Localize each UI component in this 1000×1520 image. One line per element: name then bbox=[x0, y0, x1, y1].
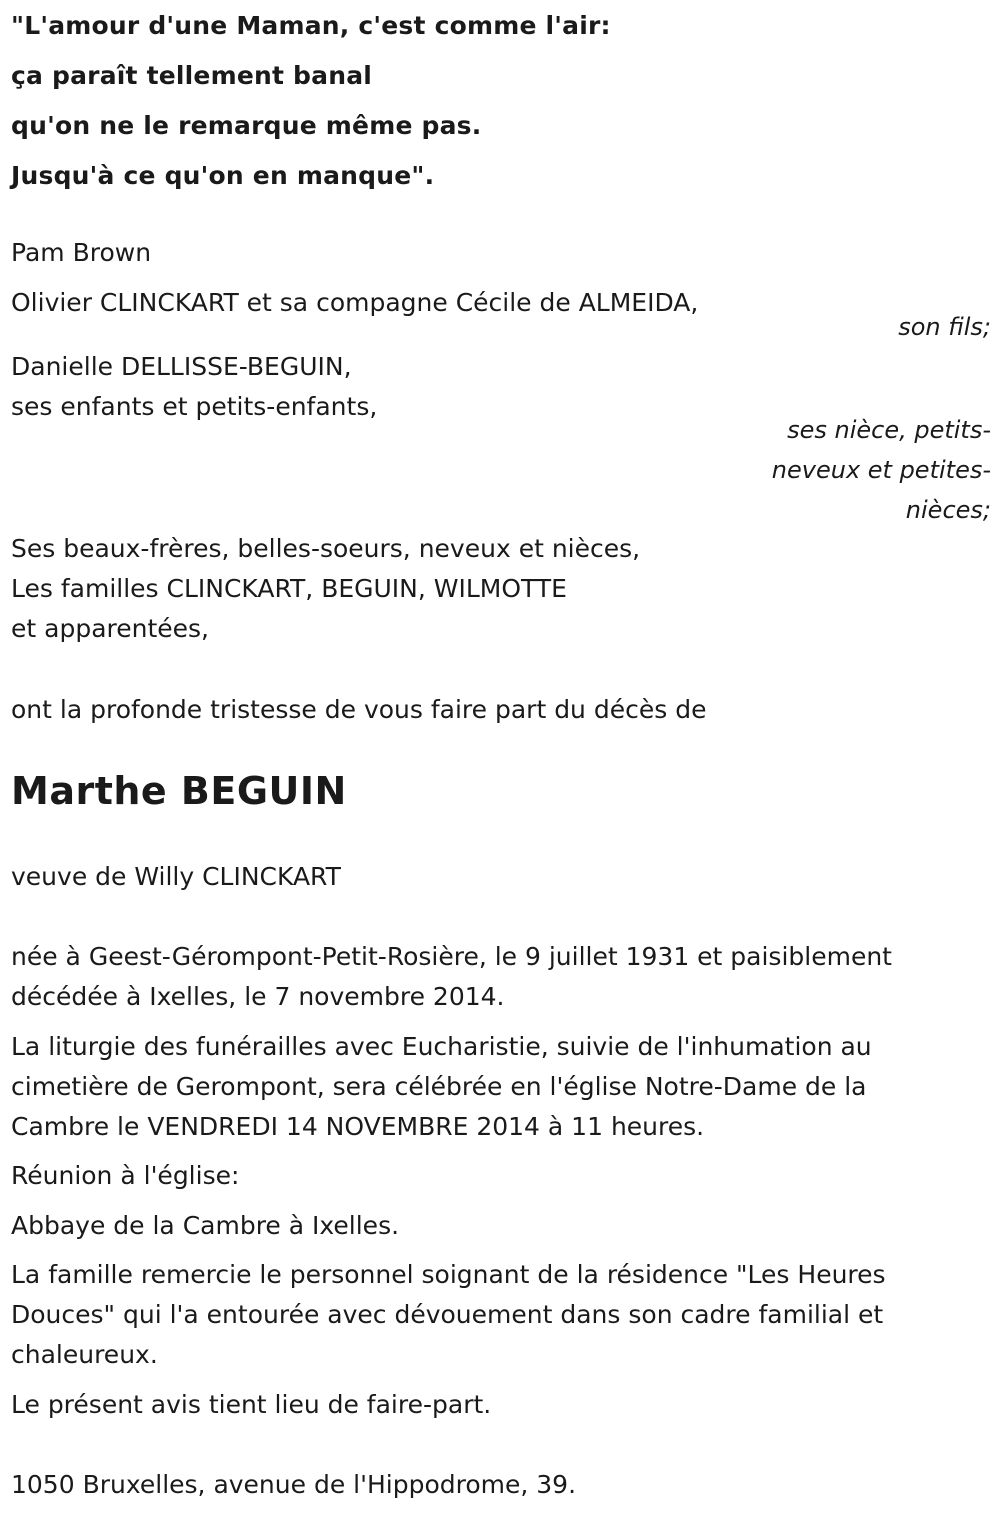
niece-role-line: ses nièce, petits- bbox=[787, 416, 991, 444]
announcement-text: ont la profonde tristesse de vous faire part du décès de bbox=[11, 695, 707, 724]
epigraph-quote bbox=[11, 4, 611, 204]
relatives-line: et apparentées, bbox=[11, 614, 209, 643]
niece-role-line: neveux et petites- bbox=[771, 456, 991, 484]
meeting-label: Réunion à l'église: bbox=[11, 1161, 240, 1190]
meeting-place: Abbaye de la Cambre à Ixelles. bbox=[11, 1211, 400, 1240]
son-line: Olivier CLINCKART et sa compagne Cécile de ALMEIDA, bbox=[11, 288, 699, 317]
thanks-paragraph: La famille remercie le personnel soignant de la résidence "Les Heures Douces" qui l'a entourée avec dévouement dans son cadre familial et chaleureux. bbox=[11, 1260, 886, 1369]
niece-family-line: ses enfants et petits-enfants, bbox=[11, 392, 378, 421]
deceased-name: Marthe BEGUIN bbox=[11, 769, 347, 813]
quote-line: Jusqu'à ce qu'on en manque". bbox=[11, 161, 435, 190]
funeral-paragraph: La liturgie des funérailles avec Eucharistie, suivie de l'inhumation au cimetière de Gerompont, sera célébrée en l'église Notre-Dame de la Cambre le VENDREDI 14 NOVEMBRE 2014 à 11 heures. bbox=[11, 1032, 872, 1141]
son-role: son fils; bbox=[898, 313, 991, 341]
in-laws-line: Ses beaux-frères, belles-soeurs, neveux et nièces, bbox=[11, 534, 641, 563]
widow-of-text: veuve de Willy CLINCKART bbox=[11, 862, 341, 891]
quote-line: "L'amour d'une Maman, c'est comme l'air: bbox=[11, 11, 611, 40]
families-line: Les familles CLINCKART, BEGUIN, WILMOTTE bbox=[11, 574, 567, 603]
quote-line: qu'on ne le remarque même pas. bbox=[11, 111, 482, 140]
niece-line: Danielle DELLISSE-BEGUIN, bbox=[11, 352, 352, 381]
quote-line: ça paraît tellement banal bbox=[11, 61, 373, 90]
notice-text: Le présent avis tient lieu de faire-part. bbox=[11, 1390, 492, 1419]
niece-role-line: nièces; bbox=[905, 496, 991, 524]
address-text: 1050 Bruxelles, avenue de l'Hippodrome, 39. bbox=[11, 1470, 577, 1499]
birth-death-paragraph: née à Geest-Gérompont-Petit-Rosière, le 9 juillet 1931 et paisiblement décédée à Ixelles, le 7 novembre 2014. bbox=[11, 942, 892, 1011]
quote-author: Pam Brown bbox=[11, 238, 152, 267]
